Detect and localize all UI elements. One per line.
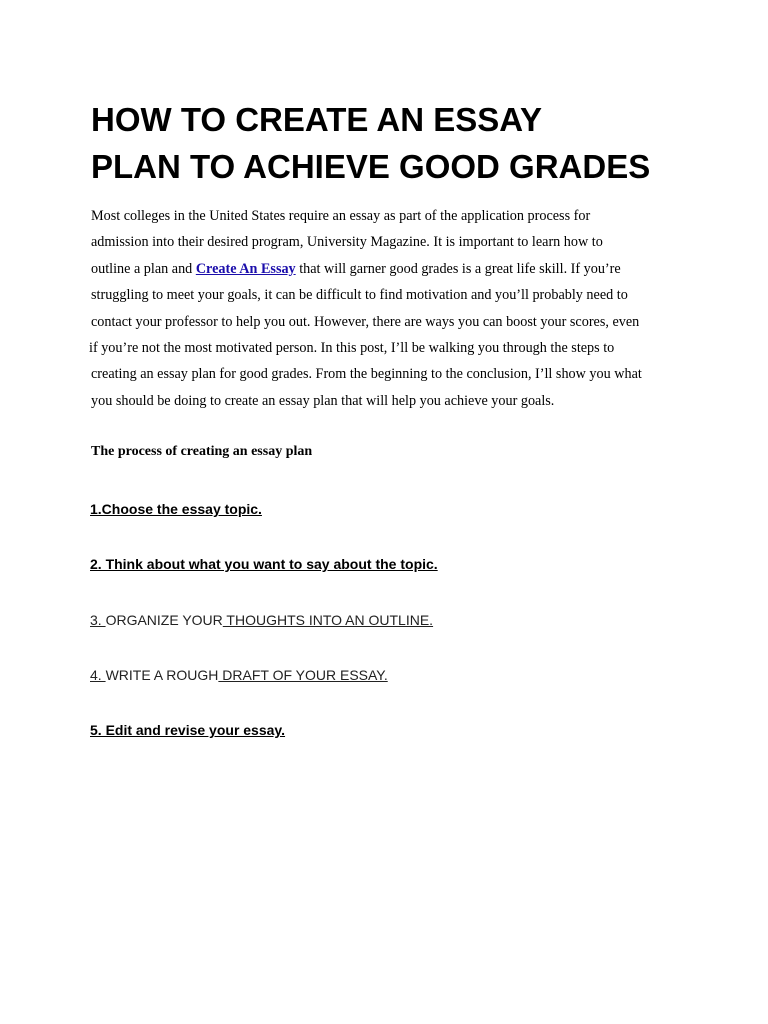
step-2: 2. Think about what you want to say about the topic. <box>90 556 438 572</box>
paragraph-line-1: Most colleges in the United States require an essay as part of the application process for <box>91 208 591 224</box>
step-5: 5. Edit and revise your essay. <box>90 722 286 738</box>
step-3 <box>90 612 433 628</box>
title-line-2: PLAN TO ACHIEVE GOOD GRADES <box>91 148 651 185</box>
paragraph-line-2: admission into their desired program, University Magazine. It is important to learn how to <box>91 234 603 251</box>
paragraph-line-5: contact your professor to help you out. However, there are ways you can boost your scores, even <box>91 313 640 330</box>
step-1: 1.Choose the essay topic. <box>90 501 262 517</box>
paragraph-line-3-end: that will garner good grades is a great life skill. If you’re <box>295 260 621 277</box>
page-title <box>91 96 711 190</box>
paragraph-line-6: if you’re not the most motivated person. In this post, I’ll be walking you through the steps to <box>89 340 615 357</box>
paragraph-line-7: creating an essay plan for good grades. From the beginning to the conclusion, I’ll show you what <box>91 366 642 383</box>
step-4-text-end: DRAFT OF YOUR ESSAY. <box>218 667 388 683</box>
create-an-essay-link[interactable]: Create An Essay <box>195 260 296 277</box>
step-3-text-start: ORGANIZE YOUR <box>105 612 223 628</box>
paragraph-line-3 <box>91 256 691 282</box>
process-subheading: The process of creating an essay plan <box>91 444 313 459</box>
step-4 <box>90 667 388 683</box>
title-line-1: HOW TO CREATE AN ESSAY <box>91 101 543 138</box>
step-3-text-end: THOUGHTS INTO AN OUTLINE. <box>222 612 434 628</box>
paragraph-line-4: struggling to meet your goals, it can be difficult to find motivation and you’ll probably need to <box>91 287 628 304</box>
step-4-number: 4. <box>90 667 106 683</box>
intro-paragraph <box>91 203 691 414</box>
step-4-text-start: WRITE A ROUGH <box>105 667 219 683</box>
paragraph-line-8: you should be doing to create an essay plan that will help you achieve your goals. <box>91 392 555 409</box>
paragraph-line-3-start: outline a plan and <box>91 260 196 277</box>
step-3-number: 3. <box>90 612 106 628</box>
